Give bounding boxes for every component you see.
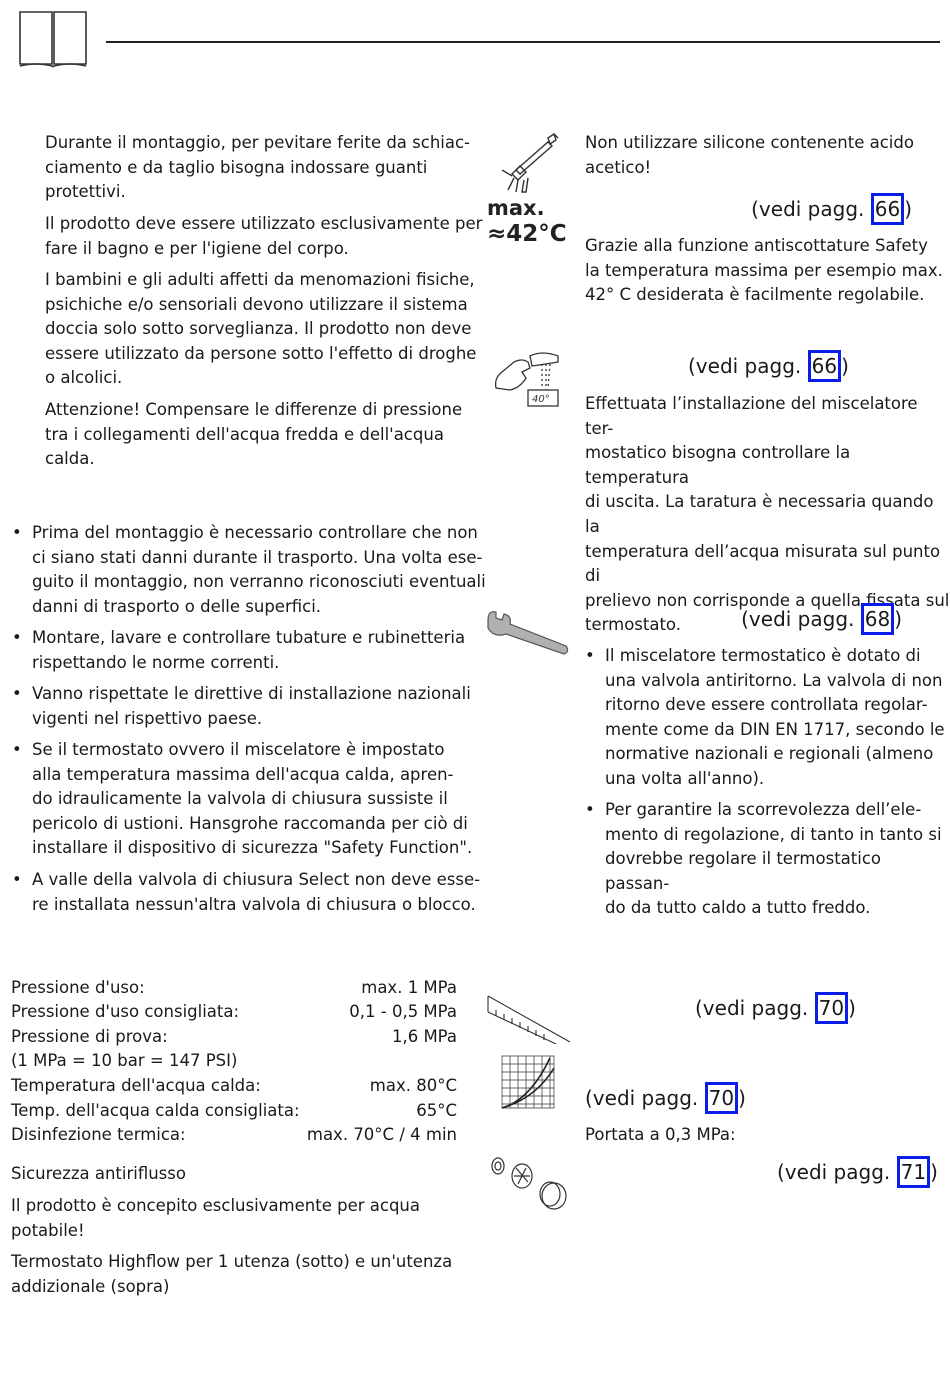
list-item-select-valve: • A valle della valvola di chiusura Select non deve esse- re installata nessun'altra valvola di chiusura o blocco. — [12, 870, 481, 914]
page-ref-maintenance: (vedi pagg. 68 ) — [741, 603, 902, 635]
list-item-directives: • Vanno rispettate le direttive di installazione nazionali vigenti nel rispettivo paese. — [12, 684, 471, 728]
page-ref-calibration: (vedi pagg. 66 ) — [688, 350, 849, 382]
note-backflow: Sicurezza antiriflusso — [11, 1164, 186, 1183]
temp-42-label: ≈42°C — [487, 221, 567, 247]
page-ref-flow: (vedi pagg. 70 ) — [585, 1082, 746, 1114]
safety-function-text: Grazie alla funzione antiscottature Safety la temperatura massima per esempio max. 42° C desiderata è facilmente regolabile. — [585, 236, 943, 305]
flow-diagram-icon — [500, 1054, 556, 1110]
list-item-check-valve: • Il miscelatore termostatico è dotato di una valvola antiritorno. La valvola di non ritorno deve essere controllata regolar- mente come da DIN EN 1717, secondo le normative nazionali e regionali (almeno una volta all'anno). — [585, 646, 945, 788]
hand-thermometer-icon — [492, 348, 562, 410]
page-link[interactable]: 70 — [705, 1082, 738, 1114]
page-link[interactable]: 66 — [871, 193, 904, 225]
page-link[interactable]: 66 — [808, 350, 841, 382]
silicone-gun-icon — [496, 130, 560, 194]
list-item-transport: • Prima del montaggio è necessario controllare che non ci siano stati danni durante il trasporto. Una volta ese- guito il montaggio, non verranno riconosciuti eventuali danni di trasporto o delle superfici. — [12, 523, 486, 616]
page-ref-parts: (vedi pagg. 71 ) — [777, 1156, 938, 1188]
page-ref-safety: (vedi pagg. 66 ) — [751, 193, 912, 225]
note-potable-water: Il prodotto è concepito esclusivamente per acqua potabile! — [11, 1196, 420, 1240]
svg-text:40°: 40° — [532, 394, 550, 405]
note-highflow: Termostato Highflow per 1 utenza (sotto) e un'utenza addizionale (sopra) — [11, 1252, 453, 1296]
page-ref-dimensions: (vedi pagg. 70 ) — [695, 992, 856, 1024]
page-link[interactable]: 68 — [861, 603, 894, 635]
spec-row: (1 MPa = 10 bar = 147 PSI) — [11, 1051, 238, 1070]
warning-pressure: Attenzione! Compensare le differenze di pressione tra i collegamenti dell'acqua fredda e dell'acqua calda. — [45, 400, 463, 469]
wrench-icon — [486, 606, 570, 658]
spec-row: Pressione d'uso consigliata: 0,1 - 0,5 MPa — [11, 1002, 457, 1021]
flow-rate-text: Portata a 0,3 MPa: — [585, 1125, 736, 1144]
dimensions-drawing-icon — [486, 992, 572, 1044]
silicone-warning: Non utilizzare silicone contenente acido acetico! — [585, 133, 914, 177]
spec-row: Pressione d'uso: max. 1 MPa — [11, 978, 457, 997]
spec-row: Pressione di prova: 1,6 MPa — [11, 1027, 457, 1046]
calibration-text: Effettuata l’installazione del miscelatore ter- mostatico bisogna controllare la temperatura di uscita. La taratura è necessaria quando la temperatura dell’acqua misurata sul punto di prelievo non corrisponde a quella fissata sul termostato. — [585, 394, 950, 635]
page-link[interactable]: 70 — [815, 992, 848, 1024]
header-rule — [106, 41, 940, 43]
list-item-regulation: • Per garantire la scorrevolezza dell’ele- mento di regolazione, di tanto in tanto si dovrebbe regolare il termostatico passan- do da tutto caldo a tutto freddo. — [585, 800, 942, 918]
book-icon — [18, 10, 88, 68]
max-label: max. — [487, 196, 545, 220]
spec-row: Temperatura dell'acqua calda: max. 80°C — [11, 1076, 457, 1095]
spec-row: Temp. dell'acqua calda consigliata: 65°C — [11, 1101, 457, 1120]
spec-row: Disinfezione termica: max. 70°C / 4 min — [11, 1125, 457, 1144]
spare-parts-icon — [488, 1152, 572, 1212]
list-item-norms: • Montare, lavare e controllare tubature e rubinetteria rispettando le norme correnti. — [12, 628, 466, 672]
list-item-burn-risk: • Se il termostato ovvero il miscelatore è impostato alla temperatura massima dell'acqua calda, apren- do idraulicamente la valvola di chiusura sussiste il pericolo di ustioni. Hansgrohe raccomanda per ciò di installare il dispositivo di sicurezza "Safety Function". — [12, 740, 473, 858]
page-link[interactable]: 71 — [897, 1156, 930, 1188]
warning-gloves: Durante il montaggio, per pevitare ferite da schiac- ciamento e da taglio bisogna indossare guanti protettivi. — [45, 133, 471, 202]
warning-supervision: I bambini e gli adulti affetti da menomazioni fisiche, psichiche e/o sensoriali devono utilizzare il sistema doccia solo sotto sorveglianza. Il prodotto non deve essere utilizzato da persone sotto l'effetto di droghe o alcolici. — [45, 270, 477, 388]
warning-usage: Il prodotto deve essere utilizzato esclusivamente per fare il bagno e per l'igiene del corpo. — [45, 214, 483, 258]
